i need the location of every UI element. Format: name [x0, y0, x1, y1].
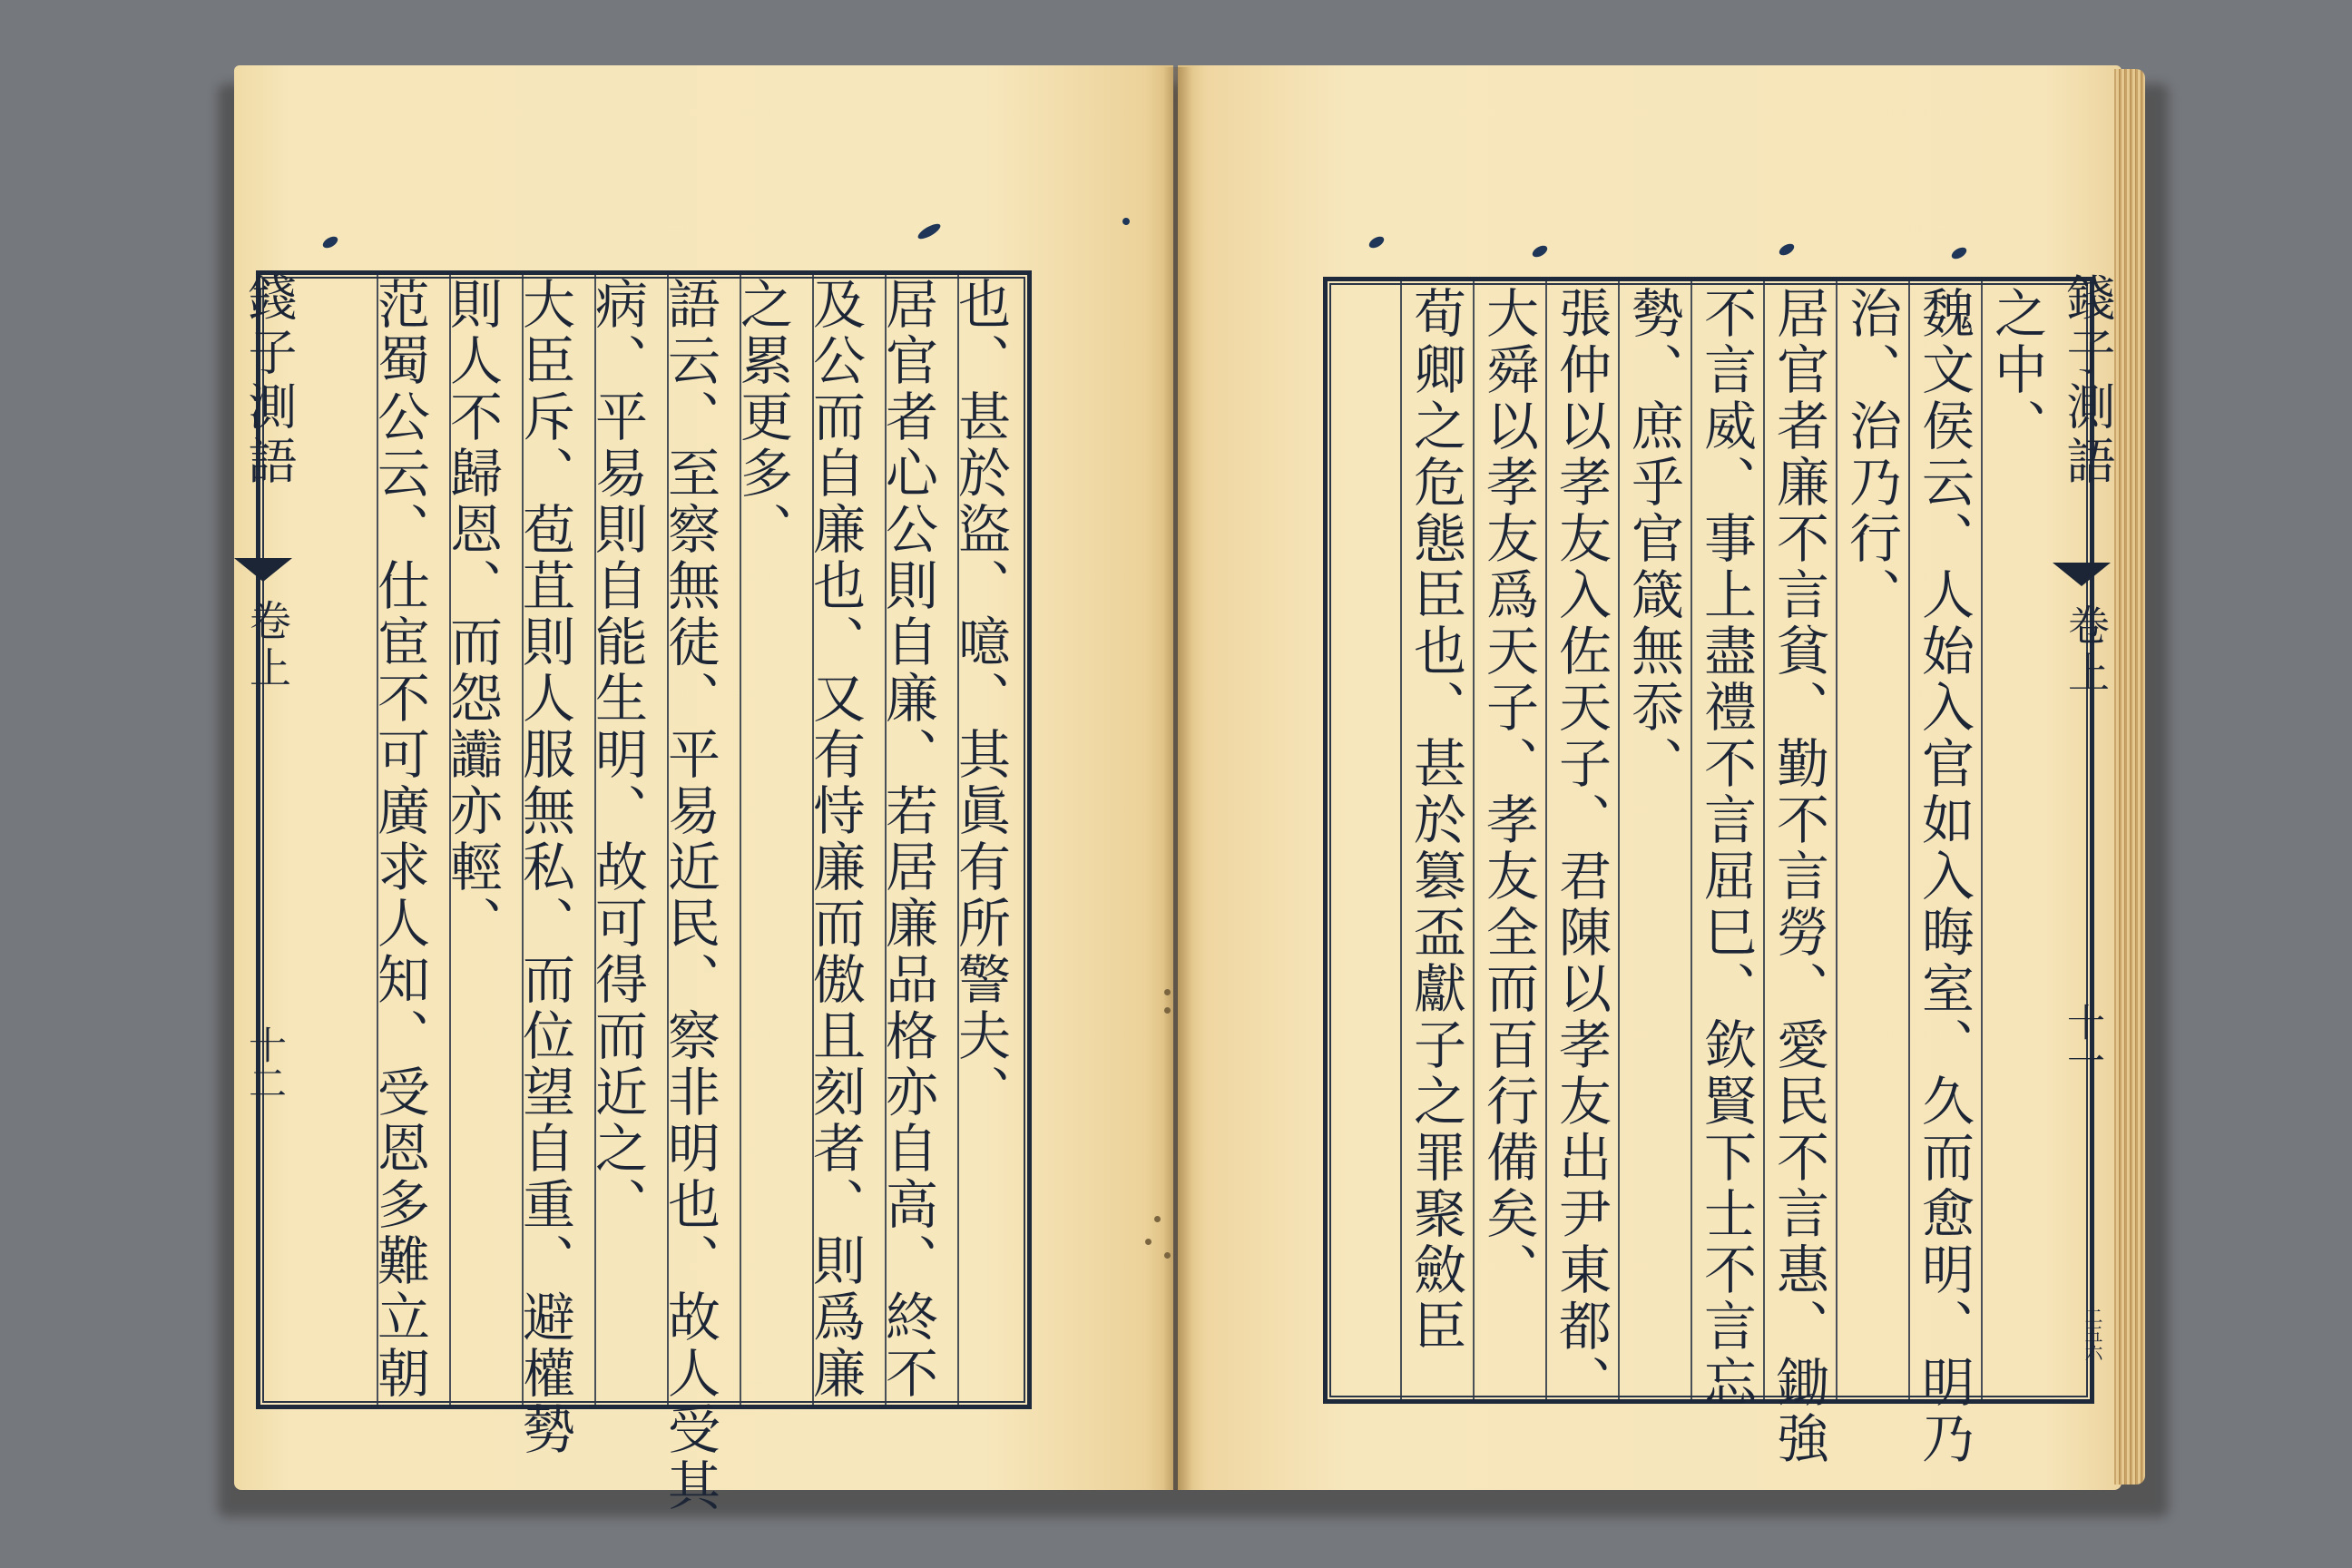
fishtail-mark: [234, 558, 292, 582]
right-column-4: 居官者廉不言貧、勤不言勞、愛民不言惠、鋤強: [1768, 286, 1829, 1467]
binding-hole: [1154, 1216, 1161, 1222]
left-column-9: 范蜀公云、仕宦不可廣求人知、受恩多難立朝: [368, 277, 430, 1402]
left-spine-title: 錢子測語: [240, 272, 298, 490]
book-gutter: [1163, 67, 1192, 1490]
binding-hole: [1164, 1007, 1171, 1014]
right-column-5: 不言威、事上盡禮不言屈巳、欽賢下士不言忘: [1695, 286, 1757, 1411]
right-spine-volume: 卷上: [2062, 603, 2111, 698]
binding-hole: [1164, 989, 1171, 995]
left-column-4: 之累更多、: [731, 277, 793, 558]
right-column-2: 魏文侯云、人始入官如入晦室、久而愈明、明乃: [1913, 286, 1975, 1467]
right-column-7: 張仲以孝友入佐天子、君陳以孝友出尹東都、: [1550, 286, 1612, 1411]
left-column-1: 也、甚於盜、噫、其眞有所警夫、: [949, 277, 1011, 1121]
binding-hole: [1164, 1252, 1171, 1259]
left-column-7: 大臣斥、苞苴則人服無私、而位望自重、避權勢: [514, 277, 575, 1458]
right-column-6: 勢、庶乎官箴無忝、: [1622, 286, 1684, 792]
fishtail-mark: [2053, 563, 2111, 586]
left-spine-volume: 卷上: [243, 599, 292, 693]
left-column-5: 語云、至察無徒、平易近民、察非明也、故人受其: [659, 277, 720, 1514]
left-column-2: 居官者心公則自廉、若居廉品格亦自高、終不: [877, 277, 938, 1402]
left-column-6: 病、平易則自能生明、故可得而近之、: [586, 277, 648, 1233]
left-column-3: 及公而自廉也、又有恃廉而傲且刻者、則爲廉: [804, 277, 866, 1402]
right-column-8: 大舜以孝友爲天子、孝友全而百行備矣、: [1477, 286, 1539, 1298]
right-spine-title: 錢子測語: [2059, 272, 2116, 490]
left-column-8: 則人不歸恩、而怨讟亦輕、: [441, 277, 503, 952]
right-bottom-mark: 二五六: [2082, 1307, 2103, 1361]
right-column-1: 之中、: [1985, 286, 2047, 455]
binding-hole: [1145, 1239, 1152, 1245]
left-spine-leaf: 十二: [243, 1025, 288, 1102]
right-column-3: 治、治乃行、: [1840, 286, 1902, 623]
right-column-9: 荀卿之危態臣也、甚於篡盃獻子之罪聚斂臣: [1405, 286, 1466, 1355]
right-spine-leaf: 十一: [2062, 1003, 2106, 1079]
